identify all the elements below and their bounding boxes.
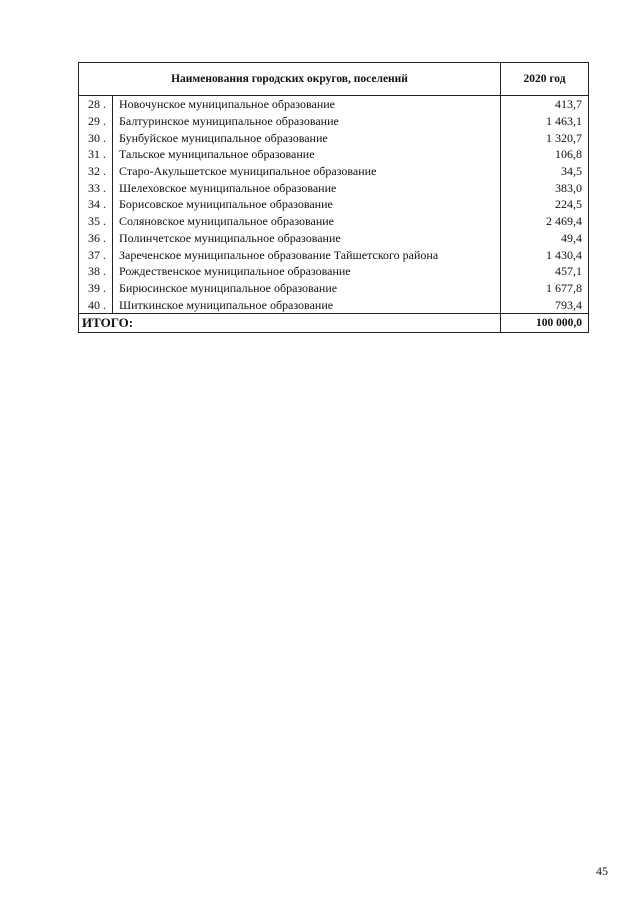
budget-allocation-table xyxy=(78,62,589,333)
table-total-row xyxy=(79,313,589,332)
row-number: 39 . xyxy=(79,280,113,297)
header-name-column: Наименования городских округов, поселений xyxy=(79,63,501,96)
table-row xyxy=(79,146,589,163)
header-year-column: 2020 год xyxy=(501,63,589,96)
table-row xyxy=(79,113,589,130)
row-value: 457,1 xyxy=(501,263,589,280)
row-value: 1 463,1 xyxy=(501,113,589,130)
table-row xyxy=(79,246,589,263)
row-municipality-name: Тальское муниципальное образование xyxy=(113,146,501,163)
table-row xyxy=(79,296,589,313)
row-municipality-name: Бунбуйское муниципальное образование xyxy=(113,129,501,146)
row-value: 106,8 xyxy=(501,146,589,163)
row-municipality-name: Шиткинское муниципальное образование xyxy=(113,296,501,313)
table-row xyxy=(79,263,589,280)
table-row xyxy=(79,96,589,113)
row-municipality-name: Полинчетское муниципальное образование xyxy=(113,230,501,247)
row-municipality-name: Рождественское муниципальное образование xyxy=(113,263,501,280)
row-number: 37 . xyxy=(79,246,113,263)
row-number: 34 . xyxy=(79,196,113,213)
row-value: 2 469,4 xyxy=(501,213,589,230)
page-number: 45 xyxy=(596,864,608,878)
row-value: 1 320,7 xyxy=(501,129,589,146)
row-municipality-name: Борисовское муниципальное образование xyxy=(113,196,501,213)
row-number: 40 . xyxy=(79,296,113,313)
row-value: 413,7 xyxy=(501,96,589,113)
row-municipality-name: Балтуринское муниципальное образование xyxy=(113,113,501,130)
row-number: 31 . xyxy=(79,146,113,163)
row-value: 1 677,8 xyxy=(501,280,589,297)
row-value: 793,4 xyxy=(501,296,589,313)
row-number: 36 . xyxy=(79,230,113,247)
row-number: 32 . xyxy=(79,163,113,180)
table-header-row xyxy=(79,63,589,96)
row-municipality-name: Новочунское муниципальное образование xyxy=(113,96,501,113)
row-value: 1 430,4 xyxy=(501,246,589,263)
row-number: 30 . xyxy=(79,129,113,146)
row-municipality-name: Шелеховское муниципальное образование xyxy=(113,179,501,196)
row-number: 38 . xyxy=(79,263,113,280)
row-value: 224,5 xyxy=(501,196,589,213)
table-row xyxy=(79,280,589,297)
row-number: 29 . xyxy=(79,113,113,130)
table-row xyxy=(79,179,589,196)
row-municipality-name: Зареченское муниципальное образование Тайшетского района xyxy=(113,246,501,263)
row-municipality-name: Бирюсинское муниципальное образование xyxy=(113,280,501,297)
row-municipality-name: Соляновское муниципальное образование xyxy=(113,213,501,230)
table-row xyxy=(79,213,589,230)
table-row xyxy=(79,129,589,146)
total-label: ИТОГО: xyxy=(79,313,501,332)
total-value: 100 000,0 xyxy=(501,313,589,332)
table-row xyxy=(79,196,589,213)
row-municipality-name: Старо-Акульшетское муниципальное образование xyxy=(113,163,501,180)
row-value: 383,0 xyxy=(501,179,589,196)
row-value: 49,4 xyxy=(501,230,589,247)
row-value: 34,5 xyxy=(501,163,589,180)
row-number: 35 . xyxy=(79,213,113,230)
row-number: 33 . xyxy=(79,179,113,196)
table-row xyxy=(79,230,589,247)
table-row xyxy=(79,163,589,180)
row-number: 28 . xyxy=(79,96,113,113)
